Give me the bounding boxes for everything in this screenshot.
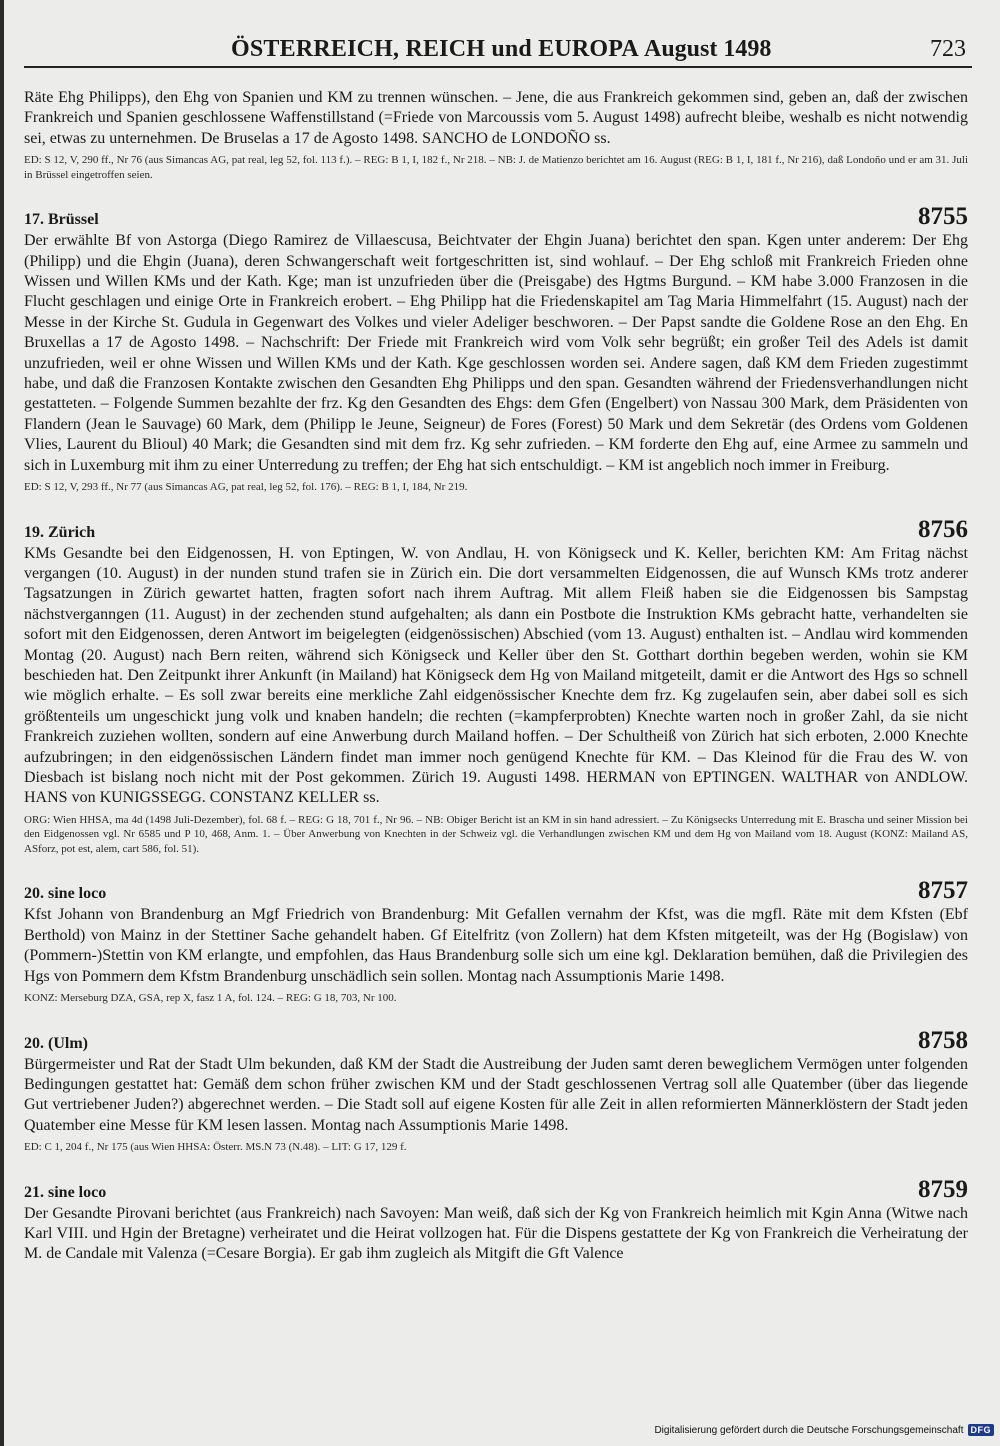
entry-heading xyxy=(24,878,968,903)
entry-8755 xyxy=(24,204,968,494)
entry-heading xyxy=(24,1028,968,1053)
entry-note: ED: S 12, V, 293 ff., Nr 77 (aus Simancas AG, pat real, leg 52, fol. 176). – REG: B 1, I, 184, Nr 219. xyxy=(24,481,468,494)
page-number: 723 xyxy=(930,36,966,62)
digitization-credit xyxy=(654,1424,994,1436)
entry-note: KONZ: Merseburg DZA, GSA, rep X, fasz 1 A, fol. 124. – REG: G 18, 703, Nr 100. xyxy=(24,992,397,1004)
entry-note: ED: C 1, 204 f., Nr 175 (aus Wien HHSA: Österr. MS.N 73 (N.48). – LIT: G 17, 129 f. xyxy=(24,1141,407,1154)
dfg-logo: DFG xyxy=(968,1424,995,1436)
entry-place: 19. Zürich xyxy=(24,523,96,541)
intro-text: Räte Ehg Philipps), den Ehg von Spanien und KM zu trennen wünschen. – Jene, die aus Frankreich gekommen sind, geben an, daß der zwischen Frankreich und Spanien geschlossene Waffenstillstand (=Friede von Marcoussis vom 5. August 1498) aufrecht bleibe, weshalb es nicht notwendig sei, etwas zu unternehmen. De Bruselas a 17 de Agosto 1498. SANCHO de LONDOÑO ss. xyxy=(24,89,968,147)
entry-number: 8759 xyxy=(918,1175,968,1203)
header-title: ÖSTERREICH, REICH und EUROPA xyxy=(231,36,639,62)
entry-note: ORG: Wien HHSA, ma 4d (1498 Juli-Dezember), fol. 68 f. – REG: G 18, 701 f., Nr 96. – NB: Obiger Bericht ist an KM in sin hand adressiert. – Zu Königsecks Unterredung mit E. Brascha und seiner Mission bei den Eidgenossen vgl. Nr 6585 und P 10, 468, Anm. 1. – Über Anwerbung von Knechten in der Schweiz vgl. die Verhandlungen zwischen KM und dem Hg von Mailand vom 18. August (KONZ: Mailand AS, ASforz, pot est, alem, cart 586, fol. 51). xyxy=(24,813,968,855)
entry-text: Kfst Johann von Brandenburg an Mgf Friedrich von Brandenburg: Mit Gefallen vernahm der Kfst, was die mgfl. Räte mit dem Kfsten (Ebf Berthold) von Mainz in der Stettiner Sache gehandelt haben. Gf Eitelfritz (von Zollern) hat dem Kfsten mitgeteilt, was der Hg (Bogislaw) von (Pommern-)Stettin von KM erlangte, und empfohlen, das Haus Brandenburg solle sich um eine kgl. Deklaration bemühen, daß die Privilegien des Hgs von Pommern dem Kfstm Brandenburg unschädlich sein sollen. Montag nach Assumptionis Marie 1498. xyxy=(24,906,968,985)
entry-number: 8756 xyxy=(918,515,968,543)
entry-place: 17. Brüssel xyxy=(24,211,99,229)
entry-heading xyxy=(24,1177,968,1202)
entry-heading xyxy=(24,204,968,229)
entry-place: 20. sine loco xyxy=(24,885,107,903)
entry-text: Der erwählte Bf von Astorga (Diego Ramirez de Villaescusa, Beichtvater der Ehgin Juana) berichtet den span. Kgen unter anderem: Der Ehg (Philipp) und die Ehgin (Juana), deren Schwangerschaft weit fortgeschritten ist, sind wohlauf. – Der Ehg schloß mit Frankreich Frieden ohne Wissen und Willen KMs und der Kath. Kge; man ist unzufrieden über die (Preisgabe) des Hgtms Burgund. – KM habe 3.000 Franzosen in die Flucht geschlagen und einige Orte in Frankreich erobert. – Ehg Philipp hat die Friedenskapitel am Tag Maria Himmelfahrt (15. August) nach der Messe in der Kirche St. Gudula in Gegenwart des Volkes und vieler Adeliger beschworen. – Der Papst sandte die Goldene Rose an den Ehg. En Bruxellas a 17 de Agosto 1498. – Nachschrift: Der Friede mit Frankreich wird vom Volk sehr begrüßt; ein großer Teil des Adels ist damit unzufrieden, weil er ohne Wissen und Willen KMs und der Kath. Kge geschlossen worden sei. Andere sagen, daß KM dem Frieden zugestimmt habe, und daß die Franzosen Kontakte zwischen den Gesandten Ehg Philipps und den span. Gesandten während der Friedensverhandlungen nicht gestatteten. – Folgende Summen bezahlte der frz. Kg den Gesandten des Ehgs: dem Gfen (Engelbert) von Nassau 300 Mark, dem Präsidenten von Flandern (Jean le Sauvage) 60 Mark, dem (Philipp le Jeune, Seigneur) de Fores (Forest) 50 Mark und dem Sekretär (des Ordens vom Goldenen Vlies, Laurent du Blioul) 40 Mark; die Gesandten sind mit dem frz. Kg sehr zufrieden. – KM forderte den Ehg auf, eine Armee zu sammeln und sich in Luxemburg mit ihm zu einer Unterredung zu treffen; der Ehg hat sich entschuldigt. – KM ist angeblich noch immer in Freiburg. xyxy=(24,232,968,474)
entry-8756 xyxy=(24,517,968,857)
entry-place: 21. sine loco xyxy=(24,1183,107,1201)
entry-number: 8757 xyxy=(918,877,968,905)
entry-8759 xyxy=(24,1177,968,1265)
entry-8757 xyxy=(24,878,968,1005)
intro-note: ED: S 12, V, 290 ff., Nr 76 (aus Simancas AG, pat real, leg 52, fol. 113 f.). – REG: B 1, I, 182 f., Nr 218. – NB: J. de Matienzo berichtet am 16. August (REG: B 1, I, 181 f., Nr 216), daß Londoño und er am 31. Juli in Brüssel eingetroffen seien. xyxy=(24,154,968,181)
entry-8758 xyxy=(24,1028,968,1155)
page-edge xyxy=(0,0,4,1446)
page-body xyxy=(24,88,968,1265)
entry-heading xyxy=(24,517,968,542)
entry-number: 8758 xyxy=(918,1026,968,1054)
running-header xyxy=(24,34,972,68)
entry-text: Bürgermeister und Rat der Stadt Ulm bekunden, daß KM der Stadt die Austreibung der Juden samt deren beweglichem Vermögen unter folgenden Bedingungen gestattet hat: Gemäß dem schon früher zwischen KM und der Stadt geschlossenen Vertrag soll alle Quatember (über das liegende Gut vertriebener Juden?) abgerechnet werden. – Die Stadt soll auf eigene Kosten für alle Zeit in allen reformierten Männerklöstern der Stadt jeden Quatember eine Messe für KM lesen lassen. Montag nach Assumptionis Marie 1498. xyxy=(24,1055,968,1134)
entry-text: KMs Gesandte bei den Eidgenossen, H. von Eptingen, W. von Andlau, H. von Königseck und K. Keller, berichten KM: Am Fritag nächst vergangen (10. August) in der nunden stund trafen sie in Zürich ein. Die dort versammelten Eidgenossen, die auf Wunsch KMs trotz anderer Tagsatzungen in Zürich gewartet hatten, fragten sofort nach ihrem Auftrag. Mit allem Fleiß haben sie die Eidgenossen bis Sampstag nächstverganngen (11. August) in der zechenden stund aufgehalten; als dann ein Postbote die Instruktion KMs gebracht hatte, verhandelten sie sofort mit den Eidgenossen, deren Antwort im beigelegten (eidgenössischen) Abschied (vom 13. August) enthalten ist. – Andlau wird kommenden Montag (20. August) nach Bern reiten, während sich Königseck und Keller über den St. Gotthart dorthin begeben werden, wohin sie KM beschieden hat. Den Zeitpunkt ihrer Ankunft (in Mailand) hat Königseck dem Hg von Mailand mitgeteilt, damit er die Antwort des Hgs so schnell wie möglich erhalte. – Es soll zwar bereits eine merkliche Zahl eidgenössischer Knechte dem frz. Kg zugelaufen sein, aber dabei soll es sich größtenteils um ungeschickt jung volk und knaben handeln; die rechten (=kampferprobten) Knechte warten noch in großer Zahl, da sie nicht Frankreich zuziehen wollten, sondern auf eine Anwerbung durch Mailand hoffen. – Der Schultheiß von Zürich hat sich erboten, 2.000 Knechte aufzubringen; in den eidgenössischen Ländern findet man immer noch genügend Knechte für KM. – Das Kleinod für die Frau des W. von Diesbach ist bislang noch nicht mit der Post gekommen. Zürich 19. Augusti 1498. HERMAN von EPTINGEN. WALTHAR von ANDLOW. HANS von KUNIGSSEGG. CONSTANZ KELLER ss. xyxy=(24,544,968,807)
entry-number: 8755 xyxy=(918,203,968,231)
header-month: August 1498 xyxy=(644,36,772,62)
footer-text: Digitalisierung gefördert durch die Deutsche Forschungsgemeinschaft xyxy=(654,1424,964,1436)
entry-text: Der Gesandte Pirovani berichtet (aus Frankreich) nach Savoyen: Man weiß, daß sich der Kg von Frankreich heimlich mit Kgin Anna (Witwe nach Karl VIII. und Hgin der Bretagne) verheiratet und die Heirat vollzogen hat. Für die Dispens gestattete der Kg von Frankreich die Verheiratung der M. de Candale mit Valenza (=Cesare Borgia). Er gab ihm zugleich als Mitgift die Gft Valence xyxy=(24,1204,968,1263)
entry-place: 20. (Ulm) xyxy=(24,1034,88,1052)
